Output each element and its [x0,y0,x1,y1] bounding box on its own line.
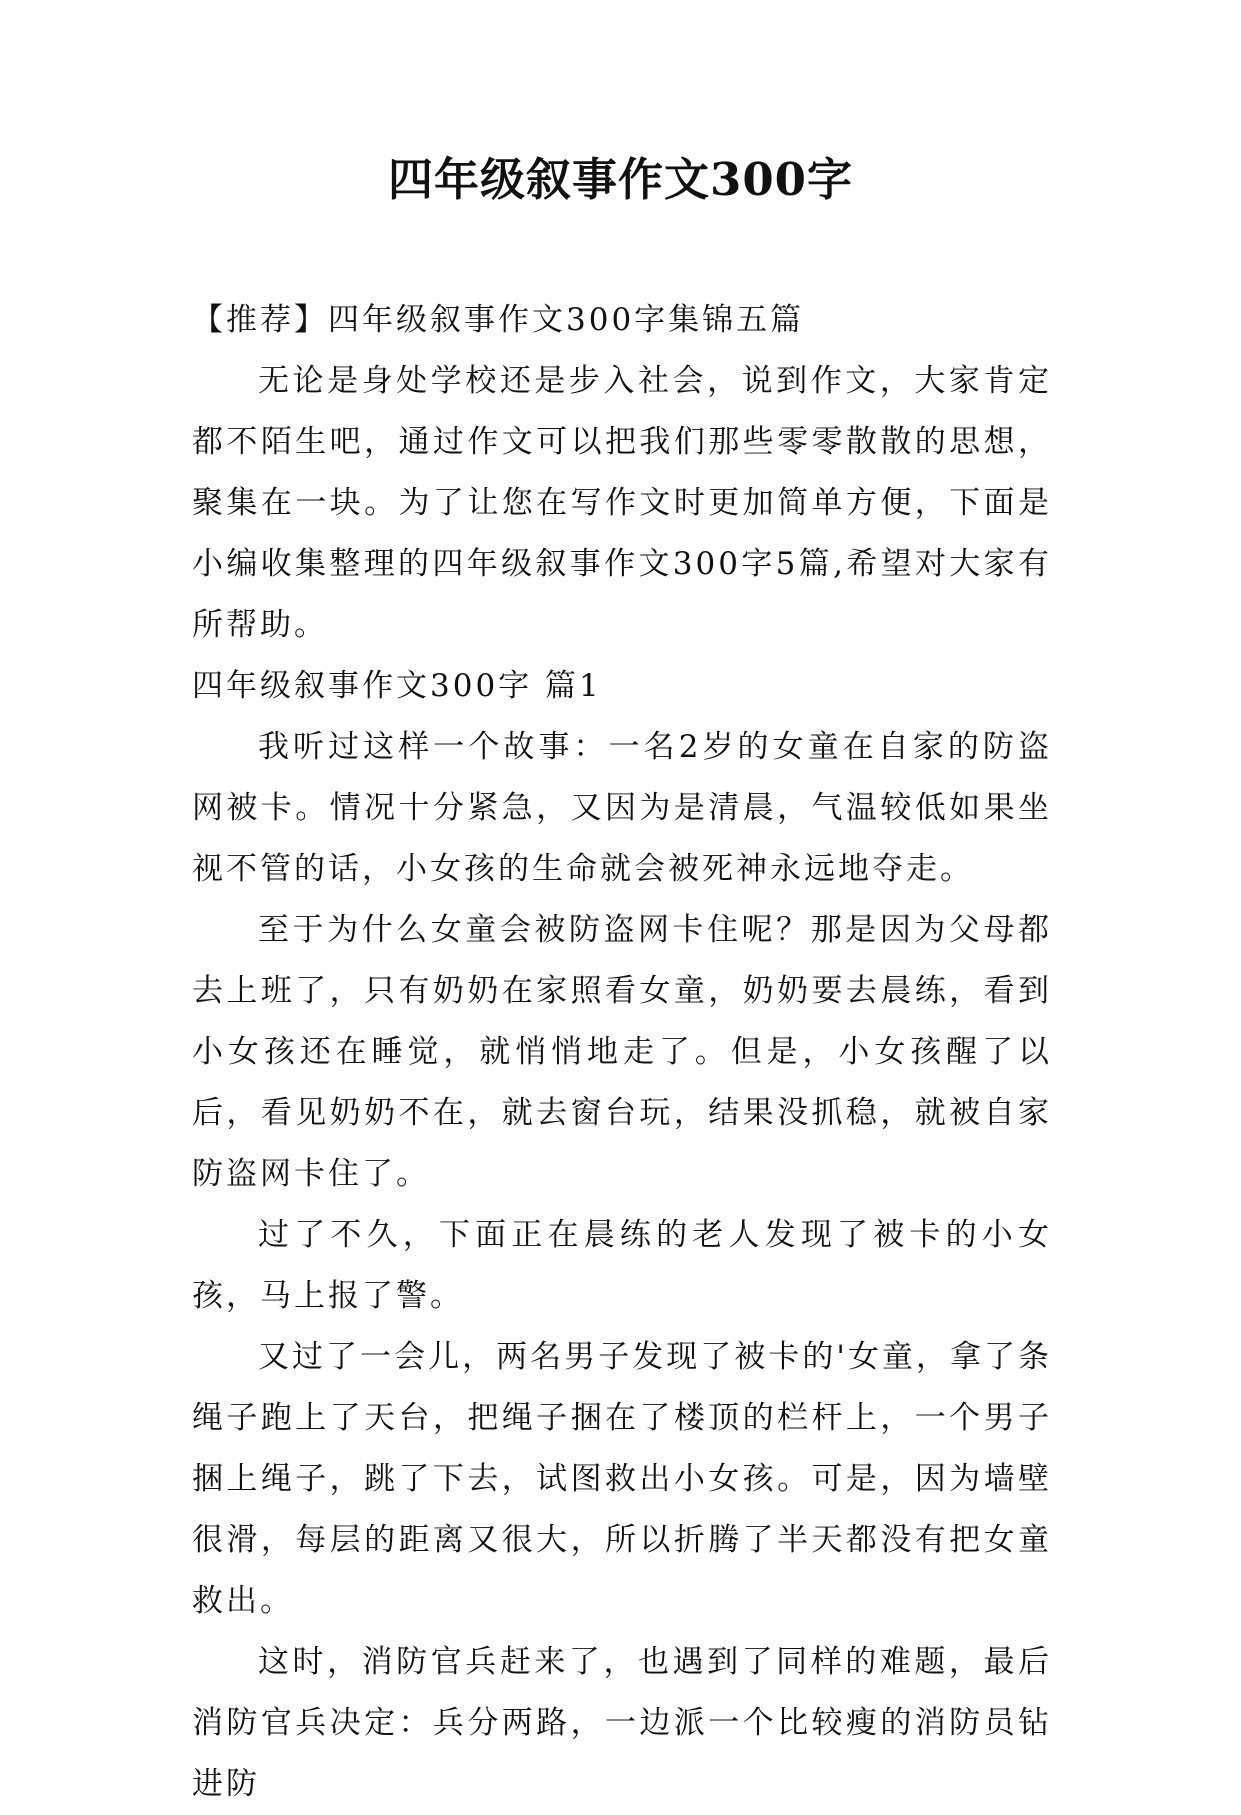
paragraph: 过了不久，下面正在晨练的老人发现了被卡的小女孩，马上报了警。 [192,1217,1052,1314]
paragraph: 无论是身处学校还是步入社会，说到作文，大家肯定都不陌生吧，通过作文可以把我们那些零零散散的思想，聚集在一块。为了让您在写作文时更加简单方便，下面是小编收集整理的四年级叙事作文300字5篇,希望对大家有所帮助。 [192,363,1052,643]
paragraph: 又过了一会儿，两名男子发现了被卡的'女童，拿了条绳子跑上了天台，把绳子捆在了楼顶的栏杆上，一个男子捆上绳子，跳了下去，试图救出小女孩。可是，因为墙壁很滑，每层的距离又很大，所以折腾了半天都没有把女童救出。 [192,1339,1052,1619]
paragraph: 这时，消防官兵赶来了，也遇到了同样的难题，最后消防官兵决定：兵分两路，一边派一个比较瘦的消防员钻进防 [192,1644,1052,1802]
document-title: 四年级叙事作文300字 [388,153,853,206]
section-heading: 四年级叙事作文300字 篇1 [192,668,602,704]
paragraph: 至于为什么女童会被防盗网卡住呢？那是因为父母都去上班了，只有奶奶在家照看女童，奶奶要去晨练，看到小女孩还在睡觉，就悄悄地走了。但是，小女孩醒了以后，看见奶奶不在，就去窗台玩，结果没抓稳，就被自家防盗网卡住了。 [192,912,1052,1192]
paragraph: 【推荐】四年级叙事作文300字集锦五篇 [192,302,805,338]
document-body [192,290,1052,1815]
paragraph: 我听过这样一个故事：一名2岁的女童在自家的防盗网被卡。情况十分紧急，又因为是清晨，气温较低如果坐视不管的话，小女孩的生命就会被死神永远地夺走。 [192,729,1052,887]
